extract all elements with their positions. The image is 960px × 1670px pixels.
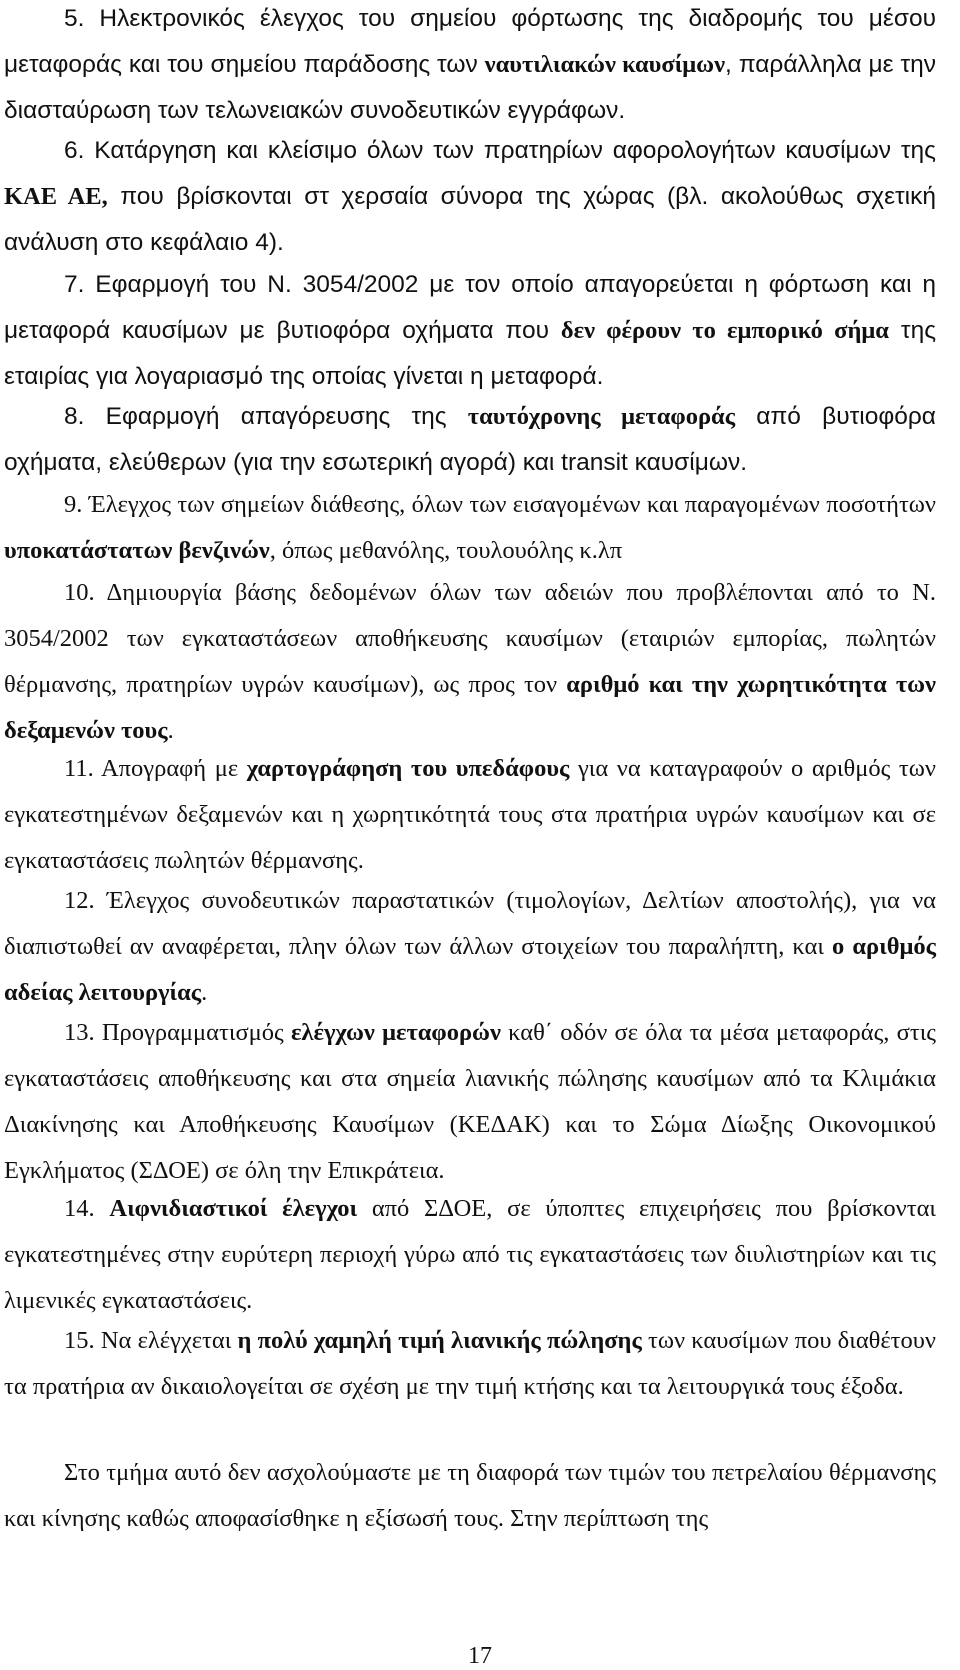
text-segment: των καυσίμων που διαθέτουν τα πρατήρια αν δικαιολογείται σε σχέση με την τιμή κτήσης και τα λειτουργικά τους έξοδα. bbox=[4, 1327, 936, 1400]
bold-phrase: δεν φέρουν το εμπορικό σήμα bbox=[560, 317, 889, 344]
paragraph-item-13 bbox=[4, 1010, 936, 1194]
paragraph-item-15 bbox=[4, 1318, 936, 1410]
paragraph-item-12 bbox=[4, 878, 936, 1016]
text-segment: από ΣΔΟΕ, σε ύποπτες επιχειρήσεις που βρίσκονται εγκατεστημένες στην ευρύτερη περιοχή γύρω από τις εγκαταστάσεις των διυλιστηρίων και τις λιμενικές εγκαταστάσεις. bbox=[4, 1195, 936, 1314]
text-segment: της εταιρίας για λογαριασμό της οποίας γίνεται η μεταφορά. bbox=[4, 317, 937, 390]
bold-phrase: υποκατάστατων βενζινών bbox=[4, 537, 270, 564]
text-segment: 12. Έλεγχος συνοδευτικών παραστατικών (τιμολογίων, Δελτίων αποστολής), για να διαπιστωθεί αν αναφέρεται, πλην όλων των άλλων στοιχείων του παραλήπτη, και bbox=[4, 887, 936, 960]
text-segment: 5. Ηλεκτρονικός έλεγχος του σημείου φόρτωσης της διαδρομής του μέσου μεταφοράς και του σημείου παράδοσης των bbox=[4, 5, 936, 78]
paragraph-item-14 bbox=[4, 1186, 936, 1324]
text-segment: 10. Δημιουργία βάσης δεδομένων όλων των αδειών που προβλέπονται από το Ν. 3054/2002 των εγκαταστάσεων αποθήκευσης καυσίμων (εταιριών εμπορίας, πωλητών θέρμανσης, πρατηρίων υγρών καυσίμων), ως προς τον bbox=[4, 579, 936, 698]
bold-phrase: Αιφνιδιαστικοί έλεγχοι bbox=[109, 1195, 358, 1222]
bold-phrase: ταυτόχρονης μεταφοράς bbox=[467, 403, 736, 430]
paragraph-item-10 bbox=[4, 570, 936, 754]
text-segment: για να καταγραφούν ο αριθμός των εγκατεστημένων δεξαμενών και η χωρητικότητά τους στα πρατήρια υγρών καυσίμων και σε εγκαταστάσεις πωλητών θέρμανσης. bbox=[4, 755, 936, 874]
text-segment: Στο τμήμα αυτό δεν ασχολούμαστε με τη διαφορά των τιμών του πετρελαίου θέρμανσης και κίνησης καθώς αποφασίσθηκε η εξίσωσή τους. Στην περίπτωση της bbox=[4, 1459, 936, 1532]
paragraph-closing bbox=[4, 1450, 936, 1542]
text-segment: 11. Απογραφή με bbox=[64, 755, 247, 782]
paragraph-item-9 bbox=[4, 482, 936, 574]
text-segment: . bbox=[201, 979, 208, 1006]
text-segment: 8. Εφαρμογή απαγόρευσης της bbox=[64, 403, 468, 430]
text-segment: 6. Κατάργηση και κλείσιμο όλων των πρατηρίων αφορολογήτων καυσίμων της bbox=[64, 137, 936, 164]
page-number: 17 bbox=[468, 1643, 492, 1669]
text-segment: , παράλληλα με την διασταύρωση των τελωνειακών συνοδευτικών εγγράφων. bbox=[4, 51, 937, 124]
text-segment: . bbox=[167, 717, 174, 744]
bold-phrase: χαρτογράφηση του υπεδάφους bbox=[246, 755, 570, 782]
text-segment: 7. Εφαρμογή του Ν. 3054/2002 με τον οποίο απαγορεύεται η φόρτωση και η μεταφορά καυσίμων με βυτιοφόρα οχήματα που bbox=[4, 271, 936, 344]
text-segment: 15. Να ελέγχεται bbox=[64, 1327, 238, 1354]
text-segment: , όπως μεθανόλης, τουλουόλης κ.λπ bbox=[269, 537, 623, 564]
paragraph-item-5 bbox=[4, 0, 936, 134]
bold-phrase: ο αριθμός αδείας λειτουργίας bbox=[4, 933, 936, 1006]
text-segment: 9. Έλεγχος των σημείων διάθεσης, όλων των εισαγομένων και παραγομένων ποσοτήτων bbox=[64, 491, 936, 518]
bold-phrase: η πολύ χαμηλή τιμή λιανικής πώλησης bbox=[237, 1327, 642, 1354]
paragraph-item-7 bbox=[4, 262, 936, 400]
paragraph-item-11 bbox=[4, 746, 936, 884]
text-segment: 14. bbox=[64, 1195, 110, 1222]
text-segment: από βυτιοφόρα οχήματα, ελεύθερων (για την εσωτερική αγορά) και transit καυσίμων. bbox=[4, 403, 936, 476]
text-segment: που βρίσκονται στ χερσαία σύνορα της χώρας (βλ. ακολούθως σχετική ανάλυση στο κεφάλαιο 4). bbox=[4, 183, 936, 256]
bold-phrase: αριθμό και την χωρητικότητα των δεξαμενών τους bbox=[4, 671, 936, 744]
text-segment: καθ΄ οδόν σε όλα τα μέσα μεταφοράς, στις εγκαταστάσεις αποθήκευσης και στα σημεία λιανικής πώλησης καυσίμων από τα Κλιμάκια Διακίνησης και Αποθήκευσης Καυσίμων (ΚΕΔΑΚ) και το Σώμα Δίωξης Οικονομικού Εγκλήματος (ΣΔΟΕ) σε όλη την Επικράτεια. bbox=[4, 1019, 936, 1184]
bold-phrase: ελέγχων μεταφορών bbox=[290, 1019, 501, 1046]
bold-phrase: ΚΑΕ ΑΕ, bbox=[4, 183, 108, 210]
paragraph-item-8 bbox=[4, 394, 936, 486]
text-segment: 13. Προγραμματισμός bbox=[64, 1019, 291, 1046]
bold-phrase: ναυτιλιακών καυσίμων bbox=[484, 51, 726, 78]
paragraph-item-6 bbox=[4, 128, 936, 266]
